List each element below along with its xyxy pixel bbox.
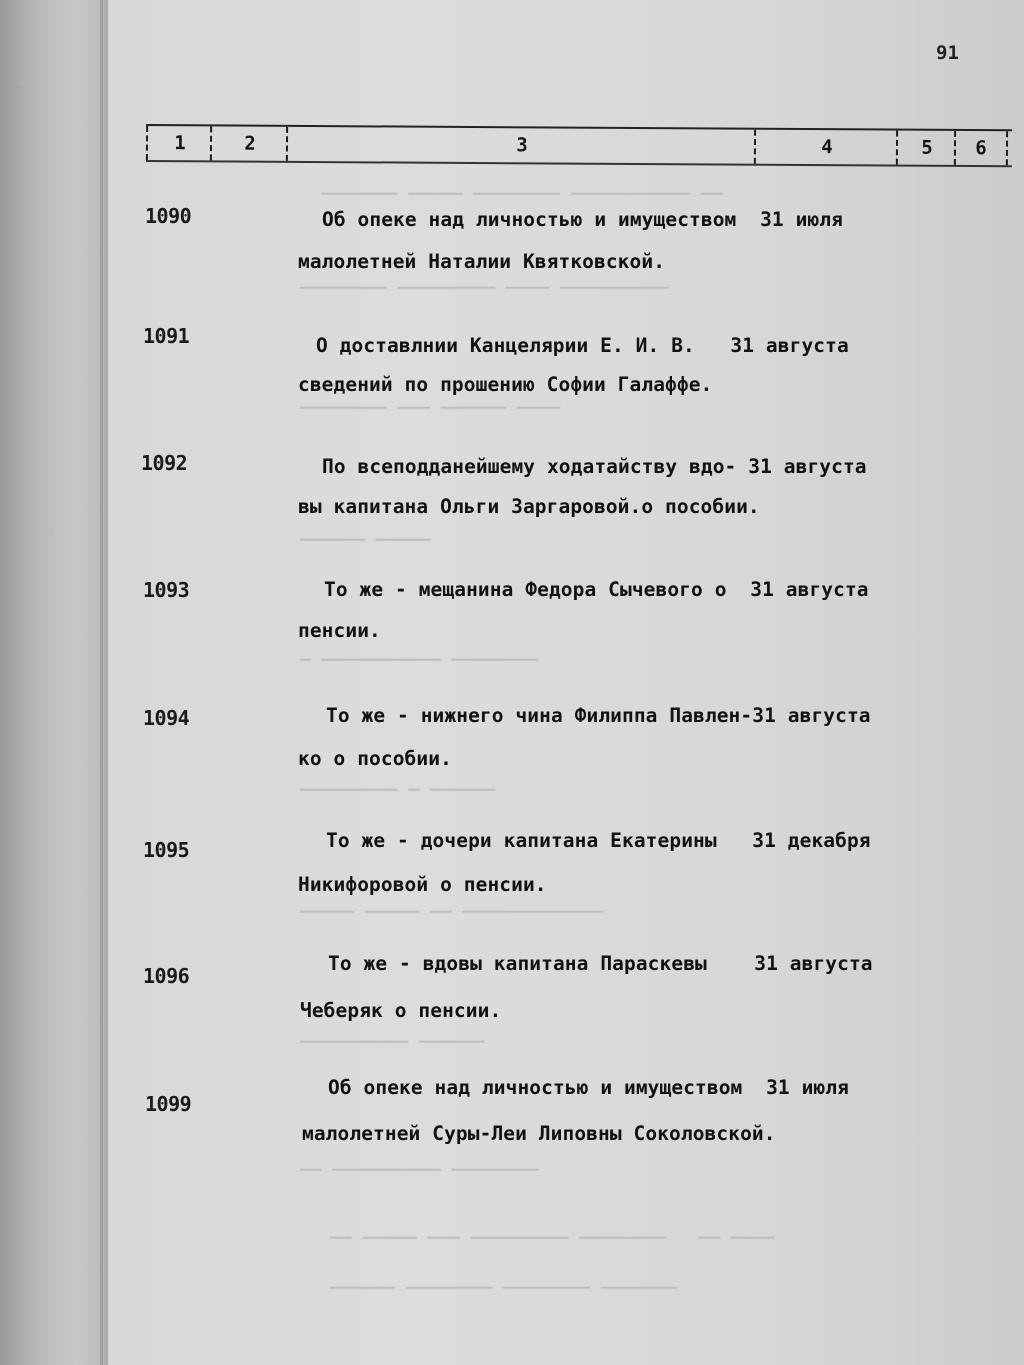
- bleed-through-text: ──────── ───────── ──── ──────────: [300, 278, 669, 299]
- entry-number: 1091: [143, 324, 190, 348]
- bleed-through-text: ── ───── ─── ───────── ──────── ── ────: [330, 1228, 775, 1249]
- entry-text-line: малолетней Наталии Квятковской.: [298, 250, 666, 273]
- bleed-through-text: ────── ─────: [300, 530, 431, 551]
- entry-text-line: То же - вдовы капитана Параскевы 31 августа: [328, 952, 873, 975]
- bleed-through-text: ── ────────── ────────: [300, 1160, 539, 1181]
- entry-text-line: Об опеке над личностью и имуществом 31 июля: [328, 1076, 849, 1099]
- bleed-through-text: ────── ──────── ──────── ───────: [330, 1278, 677, 1299]
- entry-text-line: То же - нижнего чина Филиппа Павлен-31 августа: [326, 704, 871, 727]
- entry-text-line: сведений по прошению Софии Галаффе.: [298, 373, 713, 396]
- entry-text-line: пенсии.: [298, 619, 381, 642]
- bleed-through-mark: ▭: [20, 72, 30, 91]
- bleed-through-text: ─────── ───── ──────── ─────────── ──: [300, 184, 723, 205]
- column-header-2: 2: [210, 126, 288, 160]
- entry-number: 1094: [143, 706, 190, 730]
- entry-text-line: ко о пособии.: [298, 747, 452, 770]
- entry-text-line: О доставлнии Канцелярии Е. И. В. 31 августа: [316, 334, 849, 357]
- page-binding: [0, 0, 108, 1365]
- page-number: 91: [936, 42, 959, 64]
- bleed-through-mark: ▭: [30, 1100, 40, 1119]
- entry-number: 1092: [141, 451, 188, 475]
- entry-number: 1095: [143, 838, 190, 862]
- entry-text-line: Никифоровой о пенсии.: [298, 873, 547, 896]
- bleed-through-text: ───── ───── ── ─────────────: [300, 902, 604, 923]
- entry-number: 1093: [143, 578, 190, 602]
- column-header-5: 5: [896, 131, 956, 165]
- bleed-through-text: ──────── ─── ────── ────: [300, 398, 561, 419]
- entry-text-line: малолетней Суры-Леи Липовны Соколовской.: [302, 1122, 776, 1145]
- entry-text-line: вы капитана Ольги Заргаровой.о пособии.: [298, 495, 760, 518]
- entry-text-line: Об опеке над личностью и имуществом 31 июля: [322, 208, 843, 231]
- binding-edge: [100, 0, 103, 1365]
- entry-number: 1090: [145, 204, 192, 228]
- entry-text-line: Чеберяк о пенсии.: [300, 999, 502, 1022]
- entry-number: 1099: [145, 1092, 192, 1116]
- column-header-row: [146, 124, 1012, 167]
- entry-text-line: То же - мещанина Федора Сычевого о 31 августа: [324, 578, 869, 601]
- column-header-6: 6: [954, 131, 1008, 165]
- bleed-through-text: ─ ─────────── ────────: [300, 650, 539, 671]
- column-header-3: 3: [286, 127, 756, 164]
- bleed-through-text: ────────── ──────: [300, 1032, 485, 1053]
- entry-text-line: По всеподданейшему ходатайству вдо- 31 августа: [322, 455, 867, 478]
- column-header-1: 1: [146, 126, 212, 160]
- bleed-through-text: ───────── ─ ──────: [300, 780, 496, 801]
- entry-text-line: То же - дочери капитана Екатерины 31 декабря: [326, 829, 871, 852]
- bleed-through-mark: ▭: [44, 522, 54, 541]
- column-header-4: 4: [754, 130, 898, 165]
- entry-number: 1096: [143, 964, 190, 988]
